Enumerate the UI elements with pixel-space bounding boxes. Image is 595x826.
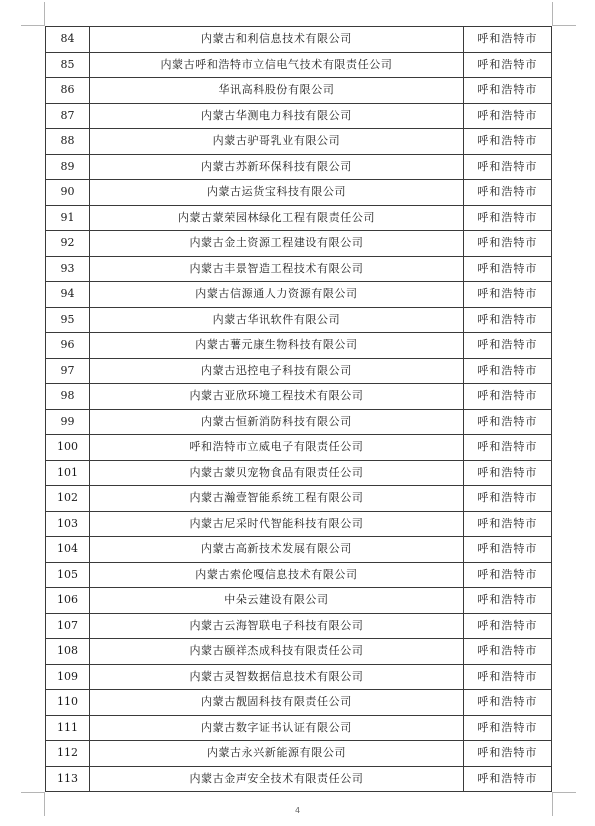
row-number: 86 [46, 78, 90, 104]
city-name: 呼和浩特市 [463, 103, 551, 129]
company-name: 内蒙古金土资源工程建设有限公司 [90, 231, 464, 257]
city-name: 呼和浩特市 [463, 741, 551, 767]
row-number: 95 [46, 307, 90, 333]
row-number: 85 [46, 52, 90, 78]
company-name: 中朵云建设有限公司 [90, 588, 464, 614]
row-number: 102 [46, 486, 90, 512]
company-name: 内蒙古灵智数据信息技术有限公司 [90, 664, 464, 690]
table-row [46, 205, 552, 231]
table-row [46, 613, 552, 639]
company-name: 内蒙古薯元康生物科技有限公司 [90, 333, 464, 359]
crop-mark-top-right-v [552, 2, 553, 26]
row-number: 94 [46, 282, 90, 308]
row-number: 97 [46, 358, 90, 384]
table-row [46, 358, 552, 384]
city-name: 呼和浩特市 [463, 27, 551, 53]
company-name: 内蒙古云海智联电子科技有限公司 [90, 613, 464, 639]
table-row [46, 588, 552, 614]
table-row [46, 231, 552, 257]
city-name: 呼和浩特市 [463, 562, 551, 588]
company-name: 内蒙古丰景智造工程技术有限公司 [90, 256, 464, 282]
row-number: 91 [46, 205, 90, 231]
crop-mark-bottom-right-h [552, 792, 576, 793]
city-name: 呼和浩特市 [463, 613, 551, 639]
row-number: 109 [46, 664, 90, 690]
row-number: 111 [46, 715, 90, 741]
row-number: 103 [46, 511, 90, 537]
city-name: 呼和浩特市 [463, 715, 551, 741]
city-name: 呼和浩特市 [463, 129, 551, 155]
row-number: 107 [46, 613, 90, 639]
company-name: 内蒙古和利信息技术有限公司 [90, 27, 464, 53]
table-row [46, 741, 552, 767]
table-row [46, 307, 552, 333]
company-name: 内蒙古尼采时代智能科技有限公司 [90, 511, 464, 537]
crop-mark-top-left-v [44, 2, 45, 26]
company-name: 内蒙古金声安全技术有限责任公司 [90, 766, 464, 792]
city-name: 呼和浩特市 [463, 205, 551, 231]
company-name: 内蒙古蒙贝宠物食品有限责任公司 [90, 460, 464, 486]
row-number: 105 [46, 562, 90, 588]
city-name: 呼和浩特市 [463, 384, 551, 410]
city-name: 呼和浩特市 [463, 256, 551, 282]
table-row [46, 409, 552, 435]
table-row [46, 52, 552, 78]
row-number: 88 [46, 129, 90, 155]
row-number: 112 [46, 741, 90, 767]
company-name: 内蒙古永兴新能源有限公司 [90, 741, 464, 767]
city-name: 呼和浩特市 [463, 486, 551, 512]
city-name: 呼和浩特市 [463, 435, 551, 461]
table-row [46, 333, 552, 359]
table-row [46, 460, 552, 486]
city-name: 呼和浩特市 [463, 180, 551, 206]
company-name: 内蒙古蒙荣园林绿化工程有限责任公司 [90, 205, 464, 231]
row-number: 84 [46, 27, 90, 53]
row-number: 104 [46, 537, 90, 563]
page-number: 4 [294, 806, 301, 815]
row-number: 110 [46, 690, 90, 716]
city-name: 呼和浩特市 [463, 588, 551, 614]
table-row [46, 511, 552, 537]
table-row [46, 690, 552, 716]
city-name: 呼和浩特市 [463, 78, 551, 104]
crop-mark-top-right-h [552, 25, 576, 26]
table-row [46, 435, 552, 461]
row-number: 101 [46, 460, 90, 486]
row-number: 87 [46, 103, 90, 129]
company-name: 内蒙古苏新环保科技有限公司 [90, 154, 464, 180]
table-row [46, 27, 552, 53]
city-name: 呼和浩特市 [463, 231, 551, 257]
row-number: 99 [46, 409, 90, 435]
company-table-body [46, 27, 552, 792]
crop-mark-top-left-h [21, 25, 45, 26]
company-name: 内蒙古恒新消防科技有限公司 [90, 409, 464, 435]
company-name: 内蒙古靓固科技有限责任公司 [90, 690, 464, 716]
table-row [46, 664, 552, 690]
company-name: 内蒙古高新技术发展有限公司 [90, 537, 464, 563]
company-name: 内蒙古迅控电子科技有限公司 [90, 358, 464, 384]
row-number: 98 [46, 384, 90, 410]
company-name: 内蒙古颐祥杰成科技有限责任公司 [90, 639, 464, 665]
table-row [46, 129, 552, 155]
company-name: 内蒙古亚欣环境工程技术有限公司 [90, 384, 464, 410]
table-row [46, 766, 552, 792]
city-name: 呼和浩特市 [463, 511, 551, 537]
company-name: 内蒙古华测电力科技有限公司 [90, 103, 464, 129]
row-number: 106 [46, 588, 90, 614]
company-name: 内蒙古驴哥乳业有限公司 [90, 129, 464, 155]
table-row [46, 639, 552, 665]
city-name: 呼和浩特市 [463, 690, 551, 716]
city-name: 呼和浩特市 [463, 52, 551, 78]
table-row [46, 282, 552, 308]
table-row [46, 180, 552, 206]
table-row [46, 103, 552, 129]
company-name: 内蒙古数字证书认证有限公司 [90, 715, 464, 741]
row-number: 92 [46, 231, 90, 257]
company-name: 内蒙古信源通人力资源有限公司 [90, 282, 464, 308]
city-name: 呼和浩特市 [463, 537, 551, 563]
table-row [46, 154, 552, 180]
row-number: 113 [46, 766, 90, 792]
table-row [46, 384, 552, 410]
city-name: 呼和浩特市 [463, 409, 551, 435]
company-name: 内蒙古瀚壹智能系统工程有限公司 [90, 486, 464, 512]
city-name: 呼和浩特市 [463, 639, 551, 665]
city-name: 呼和浩特市 [463, 358, 551, 384]
city-name: 呼和浩特市 [463, 154, 551, 180]
company-name: 呼和浩特市立威电子有限责任公司 [90, 435, 464, 461]
row-number: 96 [46, 333, 90, 359]
row-number: 100 [46, 435, 90, 461]
city-name: 呼和浩特市 [463, 333, 551, 359]
company-name: 内蒙古运货宝科技有限公司 [90, 180, 464, 206]
company-name: 内蒙古索伦嘎信息技术有限公司 [90, 562, 464, 588]
crop-mark-bottom-left-h [21, 792, 45, 793]
table-row [46, 715, 552, 741]
company-name: 华讯高科股份有限公司 [90, 78, 464, 104]
company-name: 内蒙古华讯软件有限公司 [90, 307, 464, 333]
table-row [46, 256, 552, 282]
row-number: 93 [46, 256, 90, 282]
row-number: 90 [46, 180, 90, 206]
city-name: 呼和浩特市 [463, 766, 551, 792]
city-name: 呼和浩特市 [463, 282, 551, 308]
table-row [46, 486, 552, 512]
city-name: 呼和浩特市 [463, 307, 551, 333]
company-table [45, 26, 552, 792]
company-name: 内蒙古呼和浩特市立信电气技术有限责任公司 [90, 52, 464, 78]
table-row [46, 537, 552, 563]
row-number: 108 [46, 639, 90, 665]
table-row [46, 562, 552, 588]
table-row [46, 78, 552, 104]
city-name: 呼和浩特市 [463, 460, 551, 486]
row-number: 89 [46, 154, 90, 180]
city-name: 呼和浩特市 [463, 664, 551, 690]
